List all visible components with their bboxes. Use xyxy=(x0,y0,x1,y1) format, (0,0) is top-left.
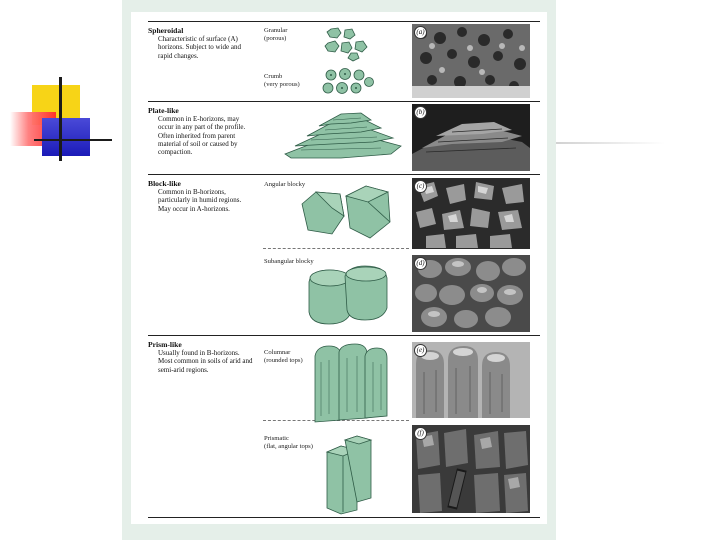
structure-title: Block-like xyxy=(148,179,181,188)
subtype-angular-blocky-label: Angular blocky xyxy=(264,181,306,188)
bottom-rule xyxy=(148,517,540,518)
structure-spheroidal xyxy=(148,27,253,60)
section-divider xyxy=(148,335,540,336)
subtype-columnar-label: Columnar (rounded tops) xyxy=(264,349,303,364)
scanned-figure-page xyxy=(122,0,556,540)
structure-description: Common in E-horizons, may occur in any part of the profile. Often inherited from parent material of soil or caused by compaction. xyxy=(158,115,246,157)
crumb-aggregates-drawing xyxy=(321,67,377,97)
prismatic-structure-drawing xyxy=(323,432,377,516)
decorative-blue-square xyxy=(42,118,90,156)
photo-subangular-blocky xyxy=(412,255,530,332)
photo-label: (e) xyxy=(414,344,427,357)
subtype-prismatic-label: Prismatic (flat, angular tops) xyxy=(264,435,313,450)
structure-description: Usually found in B-horizons. Most common in soils of arid and semi-arid regions. xyxy=(158,349,253,374)
section-divider xyxy=(148,174,540,175)
structure-description: Characteristic of surface (A) horizons. Subject to wide and rapid changes. xyxy=(158,35,242,60)
top-rule xyxy=(148,21,540,22)
subsection-divider xyxy=(263,248,409,249)
structure-plate-like xyxy=(148,107,253,156)
photo-angular-blocky xyxy=(412,178,530,249)
decorative-faded-line xyxy=(550,142,665,144)
photo-columnar xyxy=(412,342,530,418)
decorative-horizontal-line xyxy=(34,139,112,141)
photo-label: (f) xyxy=(414,427,427,440)
structure-prism-like xyxy=(148,341,253,374)
photo-label: (d) xyxy=(414,257,427,270)
soil-structure-figure xyxy=(131,12,547,524)
subangular-blocky-drawing xyxy=(303,262,391,328)
photo-label: (a) xyxy=(414,26,427,39)
subtype-granular-label: Granular (porous) xyxy=(264,27,288,42)
platy-structure-drawing xyxy=(281,110,407,162)
structure-block-like xyxy=(148,180,253,213)
granular-aggregates-drawing xyxy=(323,26,373,62)
columnar-structure-drawing xyxy=(309,342,393,426)
photo-label: (c) xyxy=(414,180,427,193)
structure-title: Prism-like xyxy=(148,340,182,349)
structure-title: Plate-like xyxy=(148,106,179,115)
photo-prismatic xyxy=(412,425,530,513)
subtype-crumb-label: Crumb (very porous) xyxy=(264,73,300,88)
photo-label: (b) xyxy=(414,106,427,119)
photo-granular xyxy=(412,24,530,98)
subtype-subangular-blocky-label: Subangular blocky xyxy=(264,258,314,265)
photo-platy xyxy=(412,104,530,171)
angular-blocky-drawing xyxy=(296,182,396,246)
section-divider xyxy=(148,101,540,102)
structure-description: Common in B-horizons, particularly in humid regions. May occur in A-horizons. xyxy=(158,188,242,213)
decorative-vertical-line xyxy=(59,77,62,161)
structure-title: Spheroidal xyxy=(148,26,184,35)
